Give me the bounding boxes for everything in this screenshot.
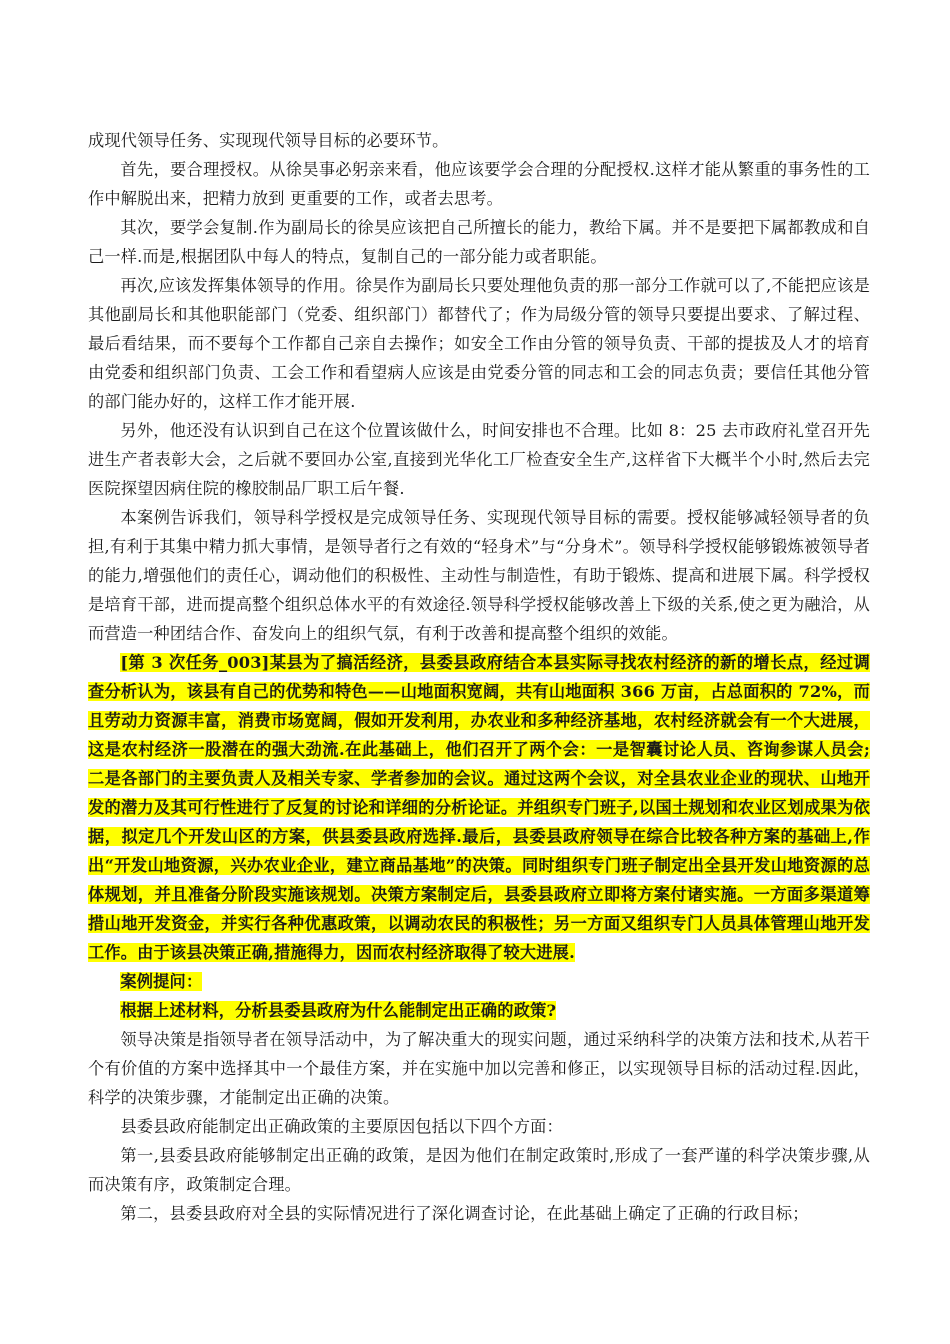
- paragraph: 本案例告诉我们，领导科学授权是完成领导任务、实现现代领导目标的需要。授权能够减轻领导者的负担,有利于其集中精力抓大事情，是领导者行之有效的“轻身术”与“分身术”。领导科学授权能够锻炼被领导者的能力,增强他们的责任心，调动他们的积极性、主动性与制造性，有助于锻炼、提高和进展下属。科学授权是培育干部，进而提高整个组织总体水平的有效途径.领导科学授权能够改善上下级的关系,使之更为融洽，从而营造一种团结合作、奋发向上的组织气氛，有利于改善和提高整个组织的效能。: [88, 508, 870, 643]
- paragraph: 成现代领导任务、实现现代领导目标的必要环节。: [88, 131, 449, 150]
- highlighted-question-text: 根据上述材料，分析县委县政府为什么能制定出正确的政策?: [120, 1001, 557, 1020]
- paragraph: 其次，要学会复制.作为副局长的徐昊应该把自己所擅长的能力，教给下属。并不是要把下属都教成和自己一样.而是,根据团队中每人的特点，复制自己的一部分能力或者职能。: [88, 218, 870, 266]
- case-paragraph: [88, 648, 870, 967]
- answer-paragraph: 第二，县委县政府对全县的实际情况进行了深化调查讨论，在此基础上确定了正确的行政目标；: [120, 1204, 809, 1223]
- highlighted-case-text: [第 3 次任务_003]某县为了搞活经济，县委县政府结合本县实际寻找农村经济的新的增长点，经过调查分析认为，该县有自己的优势和特色——山地面积宽阔，共有山地面积 366 万亩，占总面积的 72%，而且劳动力资源丰富，消费市场宽阔，假如开发利用，办农业和多种经济基地，农村经济就会有一个大进展，这是农村经济一股潜在的强大劲流.在此基础上，他们召开了两个会：一是智囊讨论人员、咨询参谋人员会;二是各部门的主要负责人及相关专家、学者参加的会议。通过这两个会议，对全县农业企业的现状、山地开发的潜力及其可行性进行了反复的讨论和详细的分析论证。并组织专门班子,以国土规划和农业区划成果为依据，拟定几个开发山区的方案，供县委县政府选择.最后，县委县政府领导在综合比较各种方案的基础上,作出“开发山地资源，兴办农业企业，建立商品基地”的决策。同时组织专门班子制定出全县开发山地资源的总体规划，并且准备分阶段实施该规划。决策方案制定后，县委县政府立即将方案付诸实施。一方面多渠道筹措山地开发资金，并实行各种优惠政策，以调动农民的积极性；另一方面又组织专门人员具体管理山地开发工作。由于该县决策正确,措施得力，因而农村经济取得了较大进展.: [88, 653, 870, 962]
- answer-paragraph: 第一,县委县政府能够制定出正确的政策，是因为他们在制定政策时,形成了一套严谨的科学决策步骤,从而决策有序，政策制定合理。: [88, 1146, 870, 1194]
- case-question-heading: [88, 967, 870, 996]
- case-question: [88, 996, 870, 1025]
- paragraph: 首先，要合理授权。从徐昊事必躬亲来看，他应该要学会合理的分配授权.这样才能从繁重的事务性的工作中解脱出来，把精力放到 更重要的工作，或者去思考。: [88, 160, 870, 208]
- document-page: [88, 126, 870, 1228]
- paragraph: 再次,应该发挥集体领导的作用。徐昊作为副局长只要处理他负责的那一部分工作就可以了,不能把应该是其他副局长和其他职能部门（党委、组织部门）都替代了；作为局级分管的领导只要提出要求、了解过程、最后看结果，而不要每个工作都自己亲自去操作；如安全工作由分管的领导负责、干部的提拔及人才的培育由党委和组织部门负责、工会工作和看望病人应该是由党委分管的同志和工会的同志负责；要信任其他分管的部门能办好的，这样工作才能开展.: [88, 276, 870, 411]
- paragraph: 另外，他还没有认识到自己在这个位置该做什么，时间安排也不合理。比如 8：25 去市政府礼堂召开先进生产者表彰大会，之后就不要回办公室,直接到光华化工厂检查安全生产,这样省下大概半个小时,然后去完医院探望因病住院的橡胶制品厂职工后午餐.: [88, 421, 870, 498]
- highlighted-question-label: 案例提问：: [120, 972, 203, 991]
- answer-paragraph: 县委县政府能制定出正确政策的主要原因包括以下四个方面：: [120, 1117, 563, 1136]
- answer-paragraph: 领导决策是指领导者在领导活动中，为了解决重大的现实问题，通过采纳科学的决策方法和技术,从若干个有价值的方案中选择其中一个最佳方案，并在实施中加以完善和修正，以实现领导目标的活动过程.因此，科学的决策步骤，才能制定出正确的决策。: [88, 1030, 870, 1107]
